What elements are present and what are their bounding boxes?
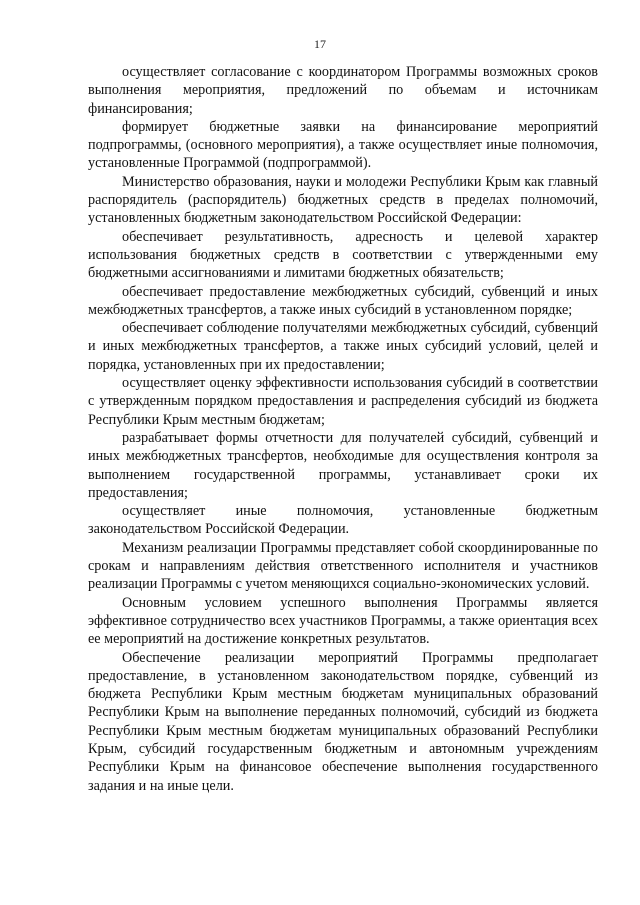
- paragraph: Механизм реализации Программы представляет собой скоординированные по срокам и направлениям действия ответственного исполнителя и участников реализации Программы с учетом меняющихся социально-экономических условий.: [88, 539, 598, 593]
- paragraph: Обеспечение реализации мероприятий Программы предполагает предоставление, в установленном законодательством порядке, субвенций из бюджета Республики Крым местным бюджетам муниципальных образований Республики Крым на выполнение переданных полномочий, субсидий из бюджета Республики Крым местным бюджетам муниципальных образований Республики Крым, субсидий государственным бюджетным и автономным учреждениям Республики Крым на финансовое обеспечение выполнения государственного задания и на иные цели.: [88, 649, 598, 794]
- document-body: [88, 63, 598, 795]
- paragraph: обеспечивает результативность, адресность и целевой характер использования бюджетных средств в соответствии с утвержденными ему бюджетными ассигнованиями и лимитами бюджетных обязательств;: [88, 228, 598, 282]
- paragraph: Министерство образования, науки и молодежи Республики Крым как главный распорядитель (распорядитель) бюджетных средств в пределах полномочий, установленных бюджетным законодательством Российской Федерации:: [88, 173, 598, 227]
- page-number: 17: [314, 37, 326, 51]
- paragraph: Основным условием успешного выполнения Программы является эффективное сотрудничество всех участников Программы, а также ориентация всех ее мероприятий на достижение конкретных результатов.: [88, 594, 598, 648]
- paragraph: осуществляет оценку эффективности использования субсидий в соответствии с утвержденным порядком предоставления и распределения субсидий из бюджета Республики Крым местным бюджетам;: [88, 375, 598, 428]
- paragraph: формирует бюджетные заявки на финансирование мероприятий подпрограммы, (основного мероприятия), а также осуществляет иные полномочия, установленные Программой (подпрограммой).: [88, 118, 598, 172]
- paragraph: обеспечивает предоставление межбюджетных субсидий, субвенций и иных межбюджетных трансфертов, а также иных субсидий в установленном порядке;: [88, 283, 598, 318]
- paragraph: разрабатывает формы отчетности для получателей субсидий, субвенций и иных межбюджетных трансфертов, необходимые для осуществления контроля за выполнением государственной программы, устанавливает сроки их предоставления;: [88, 429, 598, 501]
- paragraph: осуществляет иные полномочия, установленные бюджетным законодательством Российской Федерации.: [88, 503, 598, 538]
- paragraph: обеспечивает соблюдение получателями межбюджетных субсидий, субвенций и иных межбюджетных трансфертов, а также иных субсидий условий, целей и порядка, установленных при их предоставлении;: [88, 320, 598, 373]
- paragraph: осуществляет согласование с координатором Программы возможных сроков выполнения мероприятия, предложений по объемам и источникам финансирования;: [88, 64, 598, 117]
